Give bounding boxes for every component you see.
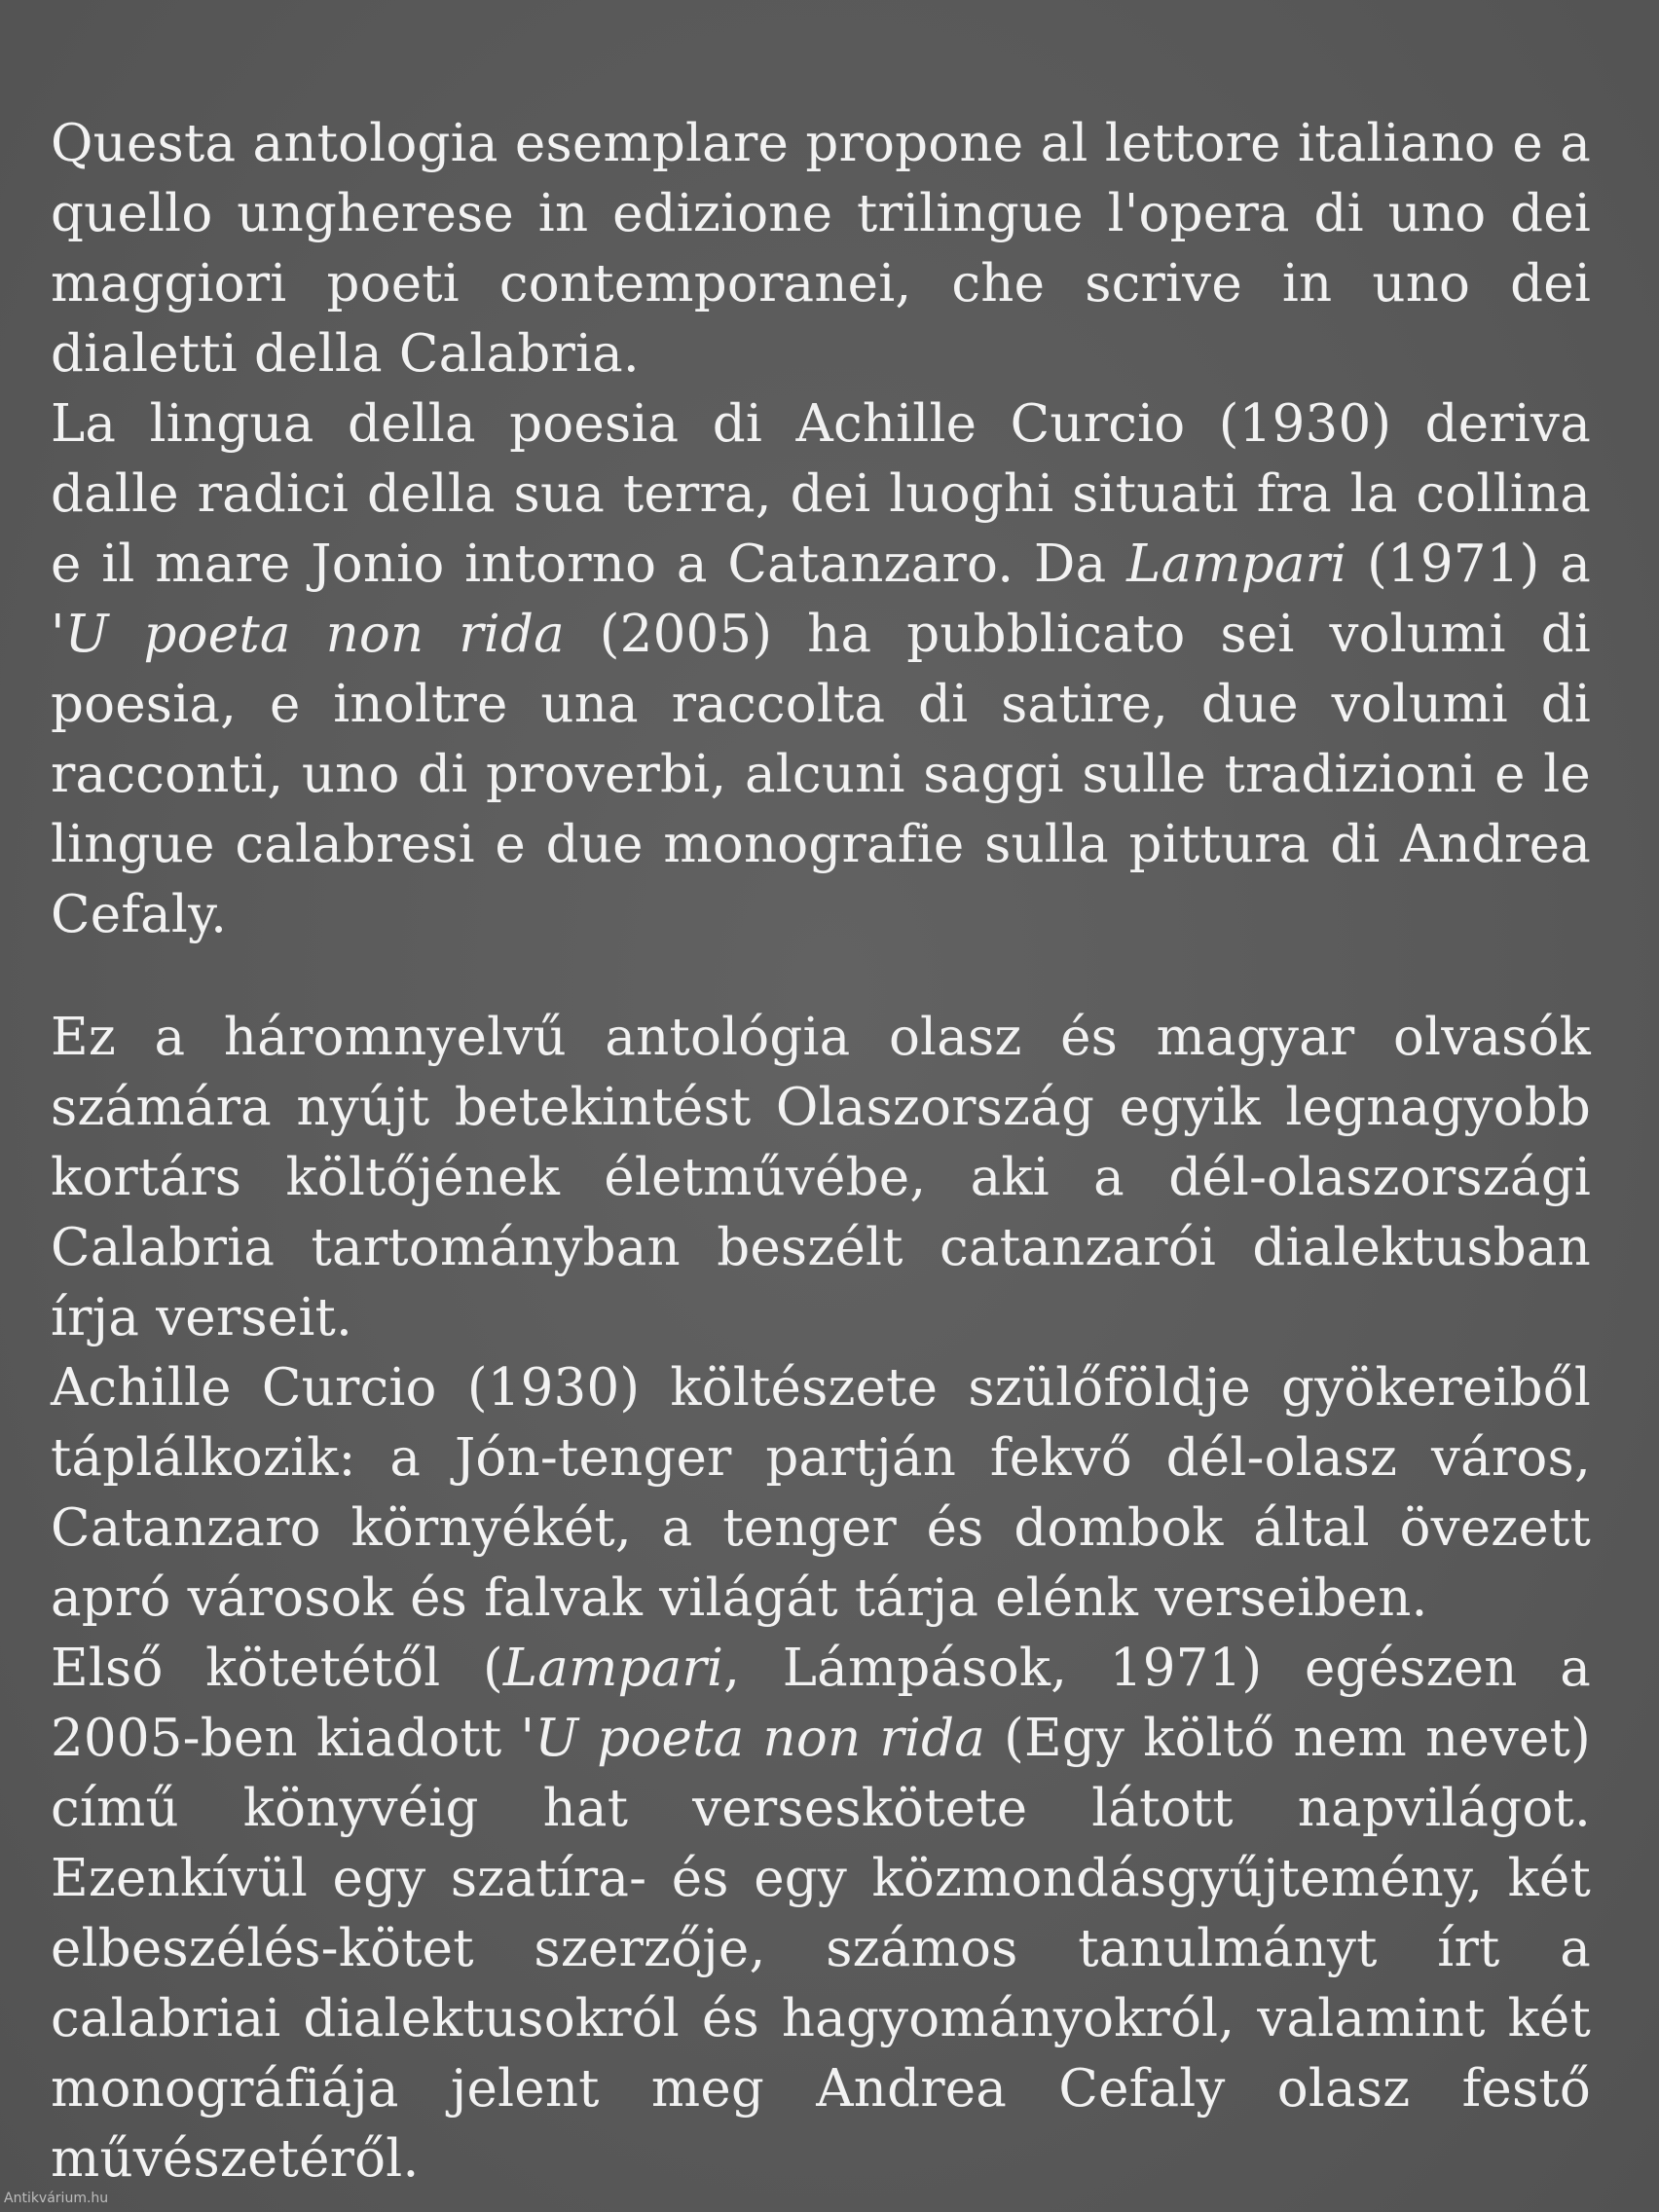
watermark: Antikvárium.hu: [4, 2191, 109, 2206]
italian-paragraph-1: Questa antologia esemplare propone al lettore italiano e a quello ungherese in edizione trilingue l'opera di uno dei maggiori poeti contemporanei, che scrive in uno dei dialetti della Calabria.: [51, 114, 1591, 384]
hungarian-paragraph-2: Achille Curcio (1930) költészete szülőföldje gyökereiből táplálkozik: a Jón-tenger partján fekvő dél-olasz város, Catanzaro környékét, a tenger és dombok által övezett apró városok és falvak világát tárja elénk verseiben.: [51, 1358, 1591, 1628]
italian-paragraph-2: [51, 389, 1591, 950]
hungarian-p3-text-c: (Egy költő nem nevet) című könyvéig hat verseskötete látott napvilágot. Ezenkívül egy szatíra- és egy közmondásgyűjtemény, két elbeszélés-kötet szerzője, számos tanulmányt írt a calabriai dialektusokról és hagyományokról, valamint két monográfiája jelent meg Andrea Cefaly olasz festő művészetéről.: [51, 1709, 1591, 2189]
hungarian-description: [51, 1003, 1591, 2194]
hungarian-title-u-poeta-non-rida: 'U poeta non rida: [520, 1709, 985, 1768]
italian-description: [51, 109, 1591, 950]
hungarian-p3-text-a: Első kötetétől (: [51, 1639, 503, 1698]
hungarian-title-lampari: Lampari: [502, 1639, 724, 1698]
hungarian-paragraph-3: [51, 1634, 1591, 2194]
hungarian-paragraph-1: Ez a háromnyelvű antológia olasz és magyar olvasók számára nyújt betekintést Olaszország egyik legnagyobb kortárs költőjének életművébe, aki a dél-olaszországi Calabria tartományban beszélt catanzarói dialektusban írja verseit.: [51, 1008, 1591, 1347]
hungarian-p3-text-b: , Lámpások, 1971) egészen a 2005-ben kiadott: [51, 1639, 1591, 1768]
italian-p2-text-c: (2005) ha pubblicato sei volumi di poesia, e inoltre una raccolta di satire, due volumi di racconti, uno di proverbi, alcuni saggi sulle tradizioni e le lingue calabresi e due monografie sulla pittura di Andrea Cefaly.: [51, 605, 1591, 944]
italian-title-u-poeta-non-rida: 'U poeta non rida: [51, 605, 565, 664]
italian-title-lampari: Lampari: [1126, 535, 1347, 594]
italian-p2-text-a: La lingua della poesia di Achille Curcio (1930) deriva dalle radici della sua terra, dei luoghi situati fra la collina e il mare Jonio intorno a Catanzaro. Da: [51, 394, 1591, 594]
italian-p2-text-b: (1971) a: [1346, 535, 1591, 594]
